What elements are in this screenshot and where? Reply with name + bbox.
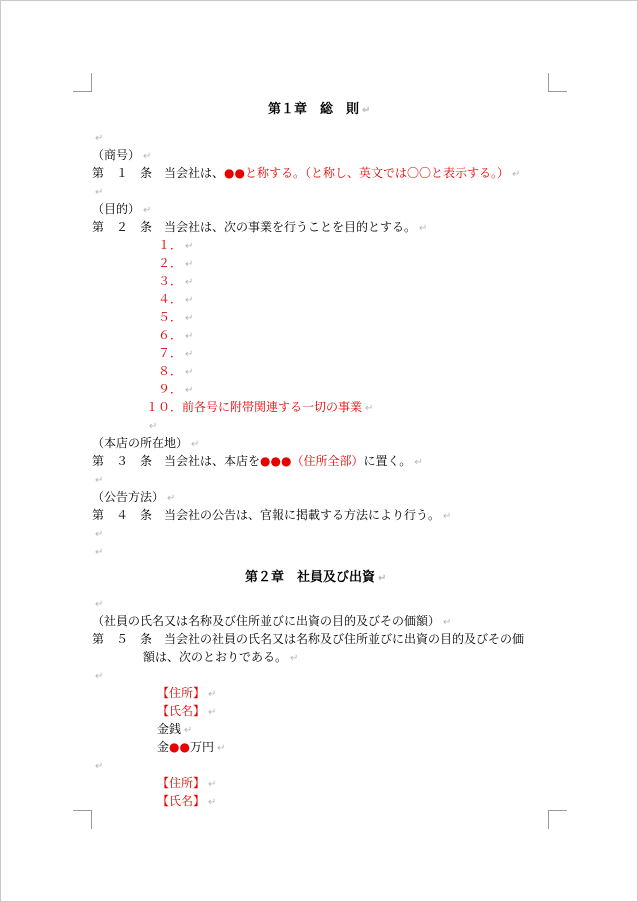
list-item[interactable]: ９． ↵	[158, 382, 194, 396]
heading-shain[interactable]: （社員の氏名又は名称及び住所並びに出資の目的及びその価額） ↵	[92, 614, 452, 628]
empty-paragraph[interactable]: ↵	[95, 475, 104, 486]
list-item[interactable]: ４． ↵	[158, 292, 194, 306]
margin-corner-bottom-left	[73, 810, 92, 829]
article-3[interactable]: 第 ３ 条 当会社は、本店を●●●（住所全部）に置く。 ↵	[92, 454, 423, 468]
margin-corner-top-right	[548, 73, 567, 92]
article-4[interactable]: 第 ４ 条 当会社の公告は、官報に掲載する方法により行う。 ↵	[92, 508, 452, 522]
member1-contribution-type[interactable]: 金銭 ↵	[157, 722, 193, 736]
empty-paragraph[interactable]: ↵	[95, 133, 104, 144]
list-item[interactable]: ６． ↵	[158, 328, 194, 342]
member1-name[interactable]: 【氏名】 ↵	[157, 704, 217, 718]
list-item[interactable]: ３． ↵	[158, 274, 194, 288]
list-item[interactable]: １０．前各号に附帯関連する一切の事業 ↵	[146, 400, 374, 414]
margin-corner-bottom-right	[548, 810, 567, 829]
heading-shogo[interactable]: （商号） ↵	[92, 148, 152, 162]
list-item[interactable]: ７． ↵	[158, 346, 194, 360]
empty-paragraph[interactable]: ↵	[95, 187, 104, 198]
article-2[interactable]: 第 ２ 条 当会社は、次の事業を行うことを目的とする。 ↵	[92, 220, 428, 234]
article-5-line2[interactable]: 額は、次のとおりである。 ↵	[143, 650, 299, 664]
heading-honten[interactable]: （本店の所在地） ↵	[92, 436, 200, 450]
empty-paragraph[interactable]: ↵	[95, 761, 104, 772]
list-item[interactable]: １． ↵	[158, 238, 194, 252]
article-1[interactable]: 第 １ 条 当会社は、●●と称する。（と称し、英文では〇〇と表示する。） ↵	[92, 166, 521, 180]
list-item[interactable]: ５． ↵	[158, 310, 194, 324]
chapter1-title[interactable]: 第１章 総 則 ↵	[268, 102, 371, 117]
article-5-line1[interactable]: 第 ５ 条 当会社の社員の氏名又は名称及び住所並びに出資の目的及びその価	[92, 632, 525, 646]
member1-address[interactable]: 【住所】 ↵	[157, 686, 217, 700]
empty-paragraph[interactable]: ↵	[95, 599, 104, 610]
heading-koukoku[interactable]: （公告方法） ↵	[92, 490, 176, 504]
member2-name[interactable]: 【氏名】 ↵	[157, 794, 217, 808]
empty-paragraph[interactable]: ↵	[95, 529, 104, 540]
empty-paragraph[interactable]: ↵	[95, 547, 104, 558]
member1-amount[interactable]: 金●●万円 ↵	[157, 740, 226, 754]
margin-corner-top-left	[73, 73, 92, 92]
empty-paragraph[interactable]: ↵	[95, 671, 104, 682]
list-item[interactable]: ８． ↵	[158, 364, 194, 378]
empty-paragraph[interactable]: ↵	[149, 421, 158, 432]
heading-mokuteki[interactable]: （目的） ↵	[92, 202, 152, 216]
member2-address[interactable]: 【住所】 ↵	[157, 776, 217, 790]
chapter2-title[interactable]: 第２章 社員及び出資 ↵	[245, 570, 387, 585]
list-item[interactable]: ２． ↵	[158, 256, 194, 270]
